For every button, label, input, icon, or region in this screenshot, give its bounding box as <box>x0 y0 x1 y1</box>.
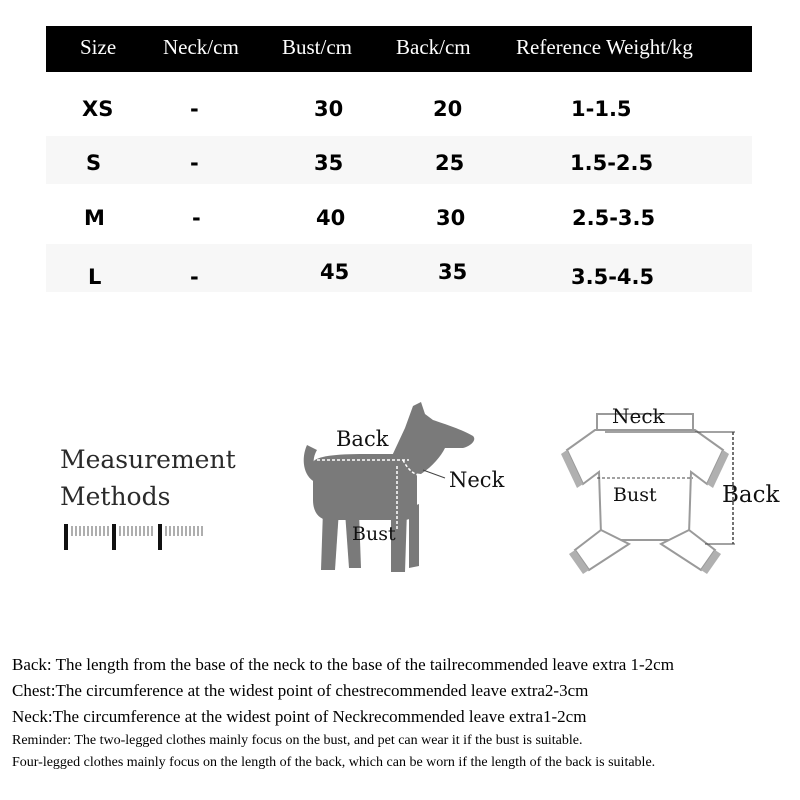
clothes-back-label: Back <box>722 482 780 508</box>
table-cell-weight: 1-1.5 <box>571 97 632 121</box>
table-cell-bust: 40 <box>316 206 346 230</box>
dog-back-label: Back <box>336 427 389 451</box>
table-cell-size: L <box>88 265 102 289</box>
table-cell-bust: 45 <box>320 260 350 284</box>
table-cell-bust: 30 <box>314 97 344 121</box>
table-cell-neck: - <box>190 265 199 289</box>
table-cell-weight: 2.5-3.5 <box>572 206 656 230</box>
table-cell-back: 25 <box>435 151 465 175</box>
table-cell-size: XS <box>82 97 114 121</box>
header-size: Size <box>80 35 117 59</box>
clothes-neck-label: Neck <box>612 404 665 428</box>
clothes-bust-label: Bust <box>613 484 657 506</box>
table-cell-neck: - <box>190 151 199 175</box>
table-cell-weight: 3.5-4.5 <box>571 265 655 289</box>
table-cell-weight: 1.5-2.5 <box>570 151 654 175</box>
header-neck: Neck/cm <box>163 35 239 59</box>
table-cell-back: 35 <box>438 260 468 284</box>
header-bust: Bust/cm <box>282 35 353 59</box>
table-cell-neck: - <box>192 206 201 230</box>
table-cell-neck: - <box>190 97 199 121</box>
note-four-legged: Four-legged clothes mainly focus on the length of the back, which can be worn if the length of the back is suitable. <box>12 755 656 770</box>
dog-neck-label: Neck <box>449 468 505 492</box>
table-cell-size: M <box>84 206 105 230</box>
header-weight: Reference Weight/kg <box>516 35 693 59</box>
table-cell-size: S <box>86 151 102 175</box>
header-back: Back/cm <box>396 35 471 59</box>
ruler-icon <box>64 520 214 554</box>
note-reminder: Reminder: The two-legged clothes mainly focus on the bust, and pet can wear it if the bust is suitable. <box>12 733 583 748</box>
measurement-methods-title-line2: Methods <box>60 482 171 511</box>
table-cell-back: 30 <box>436 206 466 230</box>
measurement-methods-title-line1: Measurement <box>60 445 236 474</box>
note-chest: Chest:The circumference at the widest point of chestrecommended leave extra2-3cm <box>12 681 589 700</box>
table-cell-back: 20 <box>433 97 463 121</box>
dog-bust-label: Bust <box>352 523 396 545</box>
table-cell-bust: 35 <box>314 151 344 175</box>
note-back: Back: The length from the base of the neck to the base of the tailrecommended leave extra 1-2cm <box>12 655 674 674</box>
note-neck: Neck:The circumference at the widest point of Neckrecommended leave extra1-2cm <box>12 707 587 726</box>
